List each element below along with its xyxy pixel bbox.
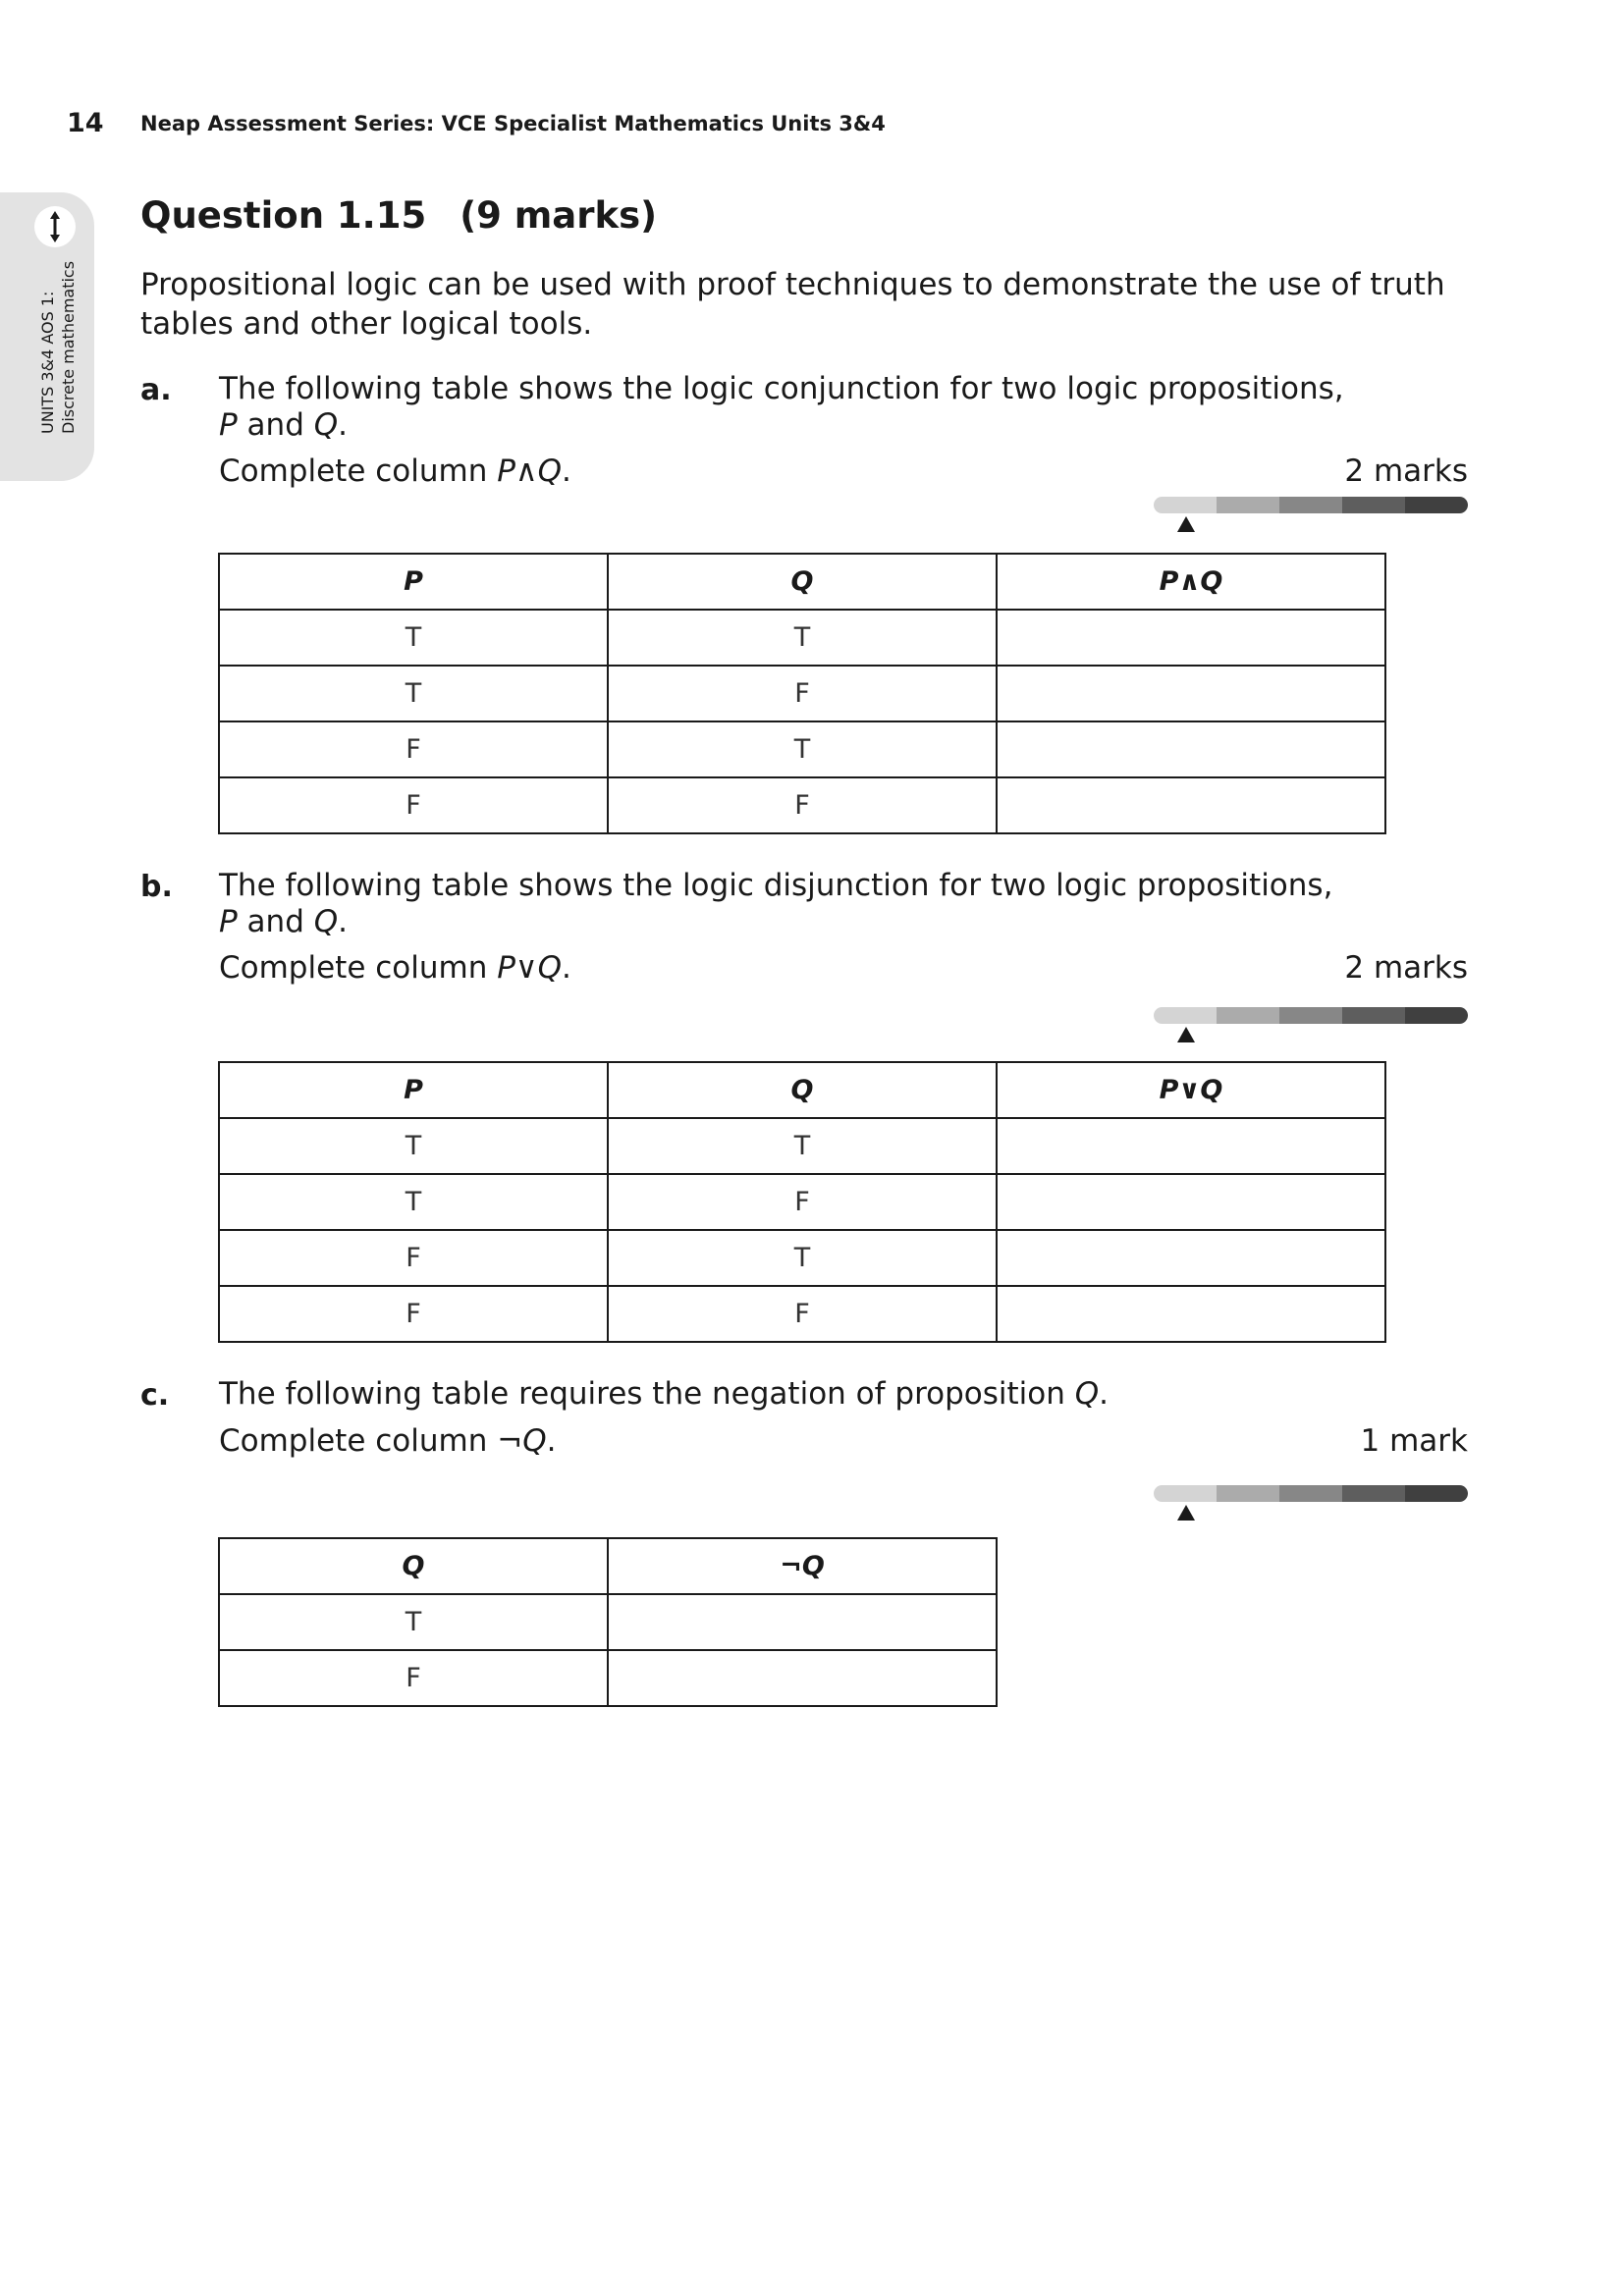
part-a-truth-table	[218, 553, 1386, 834]
table-row	[219, 777, 1385, 833]
table-row	[219, 666, 1385, 721]
answer-cell[interactable]	[997, 1286, 1385, 1342]
answer-cell[interactable]	[997, 1174, 1385, 1230]
table-row	[219, 1118, 1385, 1174]
part-b-text	[219, 868, 1495, 940]
table-header-cell: Q	[608, 554, 997, 610]
table-header-cell: P	[219, 554, 608, 610]
table-row	[219, 1286, 1385, 1342]
table-header-cell: P∨Q	[997, 1062, 1385, 1118]
table-row	[219, 1174, 1385, 1230]
answer-cell[interactable]	[608, 1650, 997, 1706]
difficulty-pointer-icon	[1177, 1505, 1195, 1521]
part-b-marks: 2 marks	[1344, 950, 1468, 986]
part-b-truth-table	[218, 1061, 1386, 1343]
table-cell: F	[219, 1286, 608, 1342]
part-b-line1: The following table shows the logic disjunction for two logic propositions,	[219, 868, 1333, 903]
table-cell: F	[219, 1650, 608, 1706]
table-cell: T	[219, 1174, 608, 1230]
answer-cell[interactable]	[997, 721, 1385, 777]
part-a-line2: P and Q.	[219, 407, 348, 443]
part-a-line1: The following table shows the logic conjunction for two logic propositions,	[219, 371, 1344, 406]
table-cell: T	[219, 1594, 608, 1650]
answer-cell[interactable]	[997, 777, 1385, 833]
part-c-label: c.	[140, 1378, 170, 1413]
answer-cell[interactable]	[997, 610, 1385, 666]
table-header-row	[219, 1062, 1385, 1118]
table-cell: T	[219, 610, 608, 666]
table-cell: T	[219, 1118, 608, 1174]
part-c-text: The following table requires the negation of proposition Q.	[219, 1376, 1110, 1412]
table-row	[219, 1230, 1385, 1286]
table-row	[219, 1650, 997, 1706]
question-intro: Propositional logic can be used with proof techniques to demonstrate the use of truth tables and other logical tools.	[140, 267, 1445, 342]
question-title	[140, 194, 657, 237]
table-cell: T	[608, 721, 997, 777]
answer-cell[interactable]	[997, 1118, 1385, 1174]
table-header-row	[219, 1538, 997, 1594]
side-tab-text	[37, 238, 79, 434]
table-row	[219, 721, 1385, 777]
table-header-cell: Q	[219, 1538, 608, 1594]
side-tab-line1: UNITS 3&4 AOS 1:	[38, 291, 57, 434]
table-cell: F	[608, 666, 997, 721]
table-cell: T	[219, 666, 608, 721]
table-header-row	[219, 554, 1385, 610]
part-a-marks: 2 marks	[1344, 454, 1468, 489]
part-b-line2: P and Q.	[219, 904, 348, 939]
table-row	[219, 1594, 997, 1650]
table-header-cell: Q	[608, 1062, 997, 1118]
table-cell: F	[608, 1286, 997, 1342]
question-number: Question 1.15	[140, 194, 427, 237]
part-b-difficulty-bar	[1154, 1007, 1468, 1037]
part-a-label: a.	[140, 373, 172, 407]
table-cell: T	[608, 610, 997, 666]
table-cell: F	[219, 777, 608, 833]
table-cell: T	[608, 1230, 997, 1286]
table-row	[219, 610, 1385, 666]
table-cell: F	[219, 1230, 608, 1286]
answer-cell[interactable]	[608, 1594, 997, 1650]
table-cell: T	[608, 1118, 997, 1174]
difficulty-pointer-icon	[1177, 1027, 1195, 1042]
table-header-cell: P∧Q	[997, 554, 1385, 610]
running-header: Neap Assessment Series: VCE Specialist Mathematics Units 3&4	[140, 112, 886, 135]
question-marks: (9 marks)	[460, 194, 658, 237]
table-cell: F	[608, 1174, 997, 1230]
part-a-difficulty-bar	[1154, 497, 1468, 526]
table-header-cell: ¬Q	[608, 1538, 997, 1594]
side-tab-line2: Discrete mathematics	[59, 260, 78, 434]
part-c-truth-table	[218, 1537, 998, 1707]
part-c-marks: 1 mark	[1360, 1423, 1468, 1459]
table-cell: F	[219, 721, 608, 777]
answer-cell[interactable]	[997, 1230, 1385, 1286]
difficulty-pointer-icon	[1177, 516, 1195, 532]
answer-cell[interactable]	[997, 666, 1385, 721]
part-b-instruction: Complete column P∨Q.	[219, 950, 571, 986]
part-c-instruction: Complete column ¬Q.	[219, 1423, 557, 1459]
page-number: 14	[67, 108, 104, 138]
table-cell: F	[608, 777, 997, 833]
table-header-cell: P	[219, 1062, 608, 1118]
part-c-difficulty-bar	[1154, 1485, 1468, 1515]
part-a-text	[219, 371, 1495, 444]
part-b-label: b.	[140, 870, 173, 904]
part-a-instruction: Complete column P∧Q.	[219, 454, 571, 489]
